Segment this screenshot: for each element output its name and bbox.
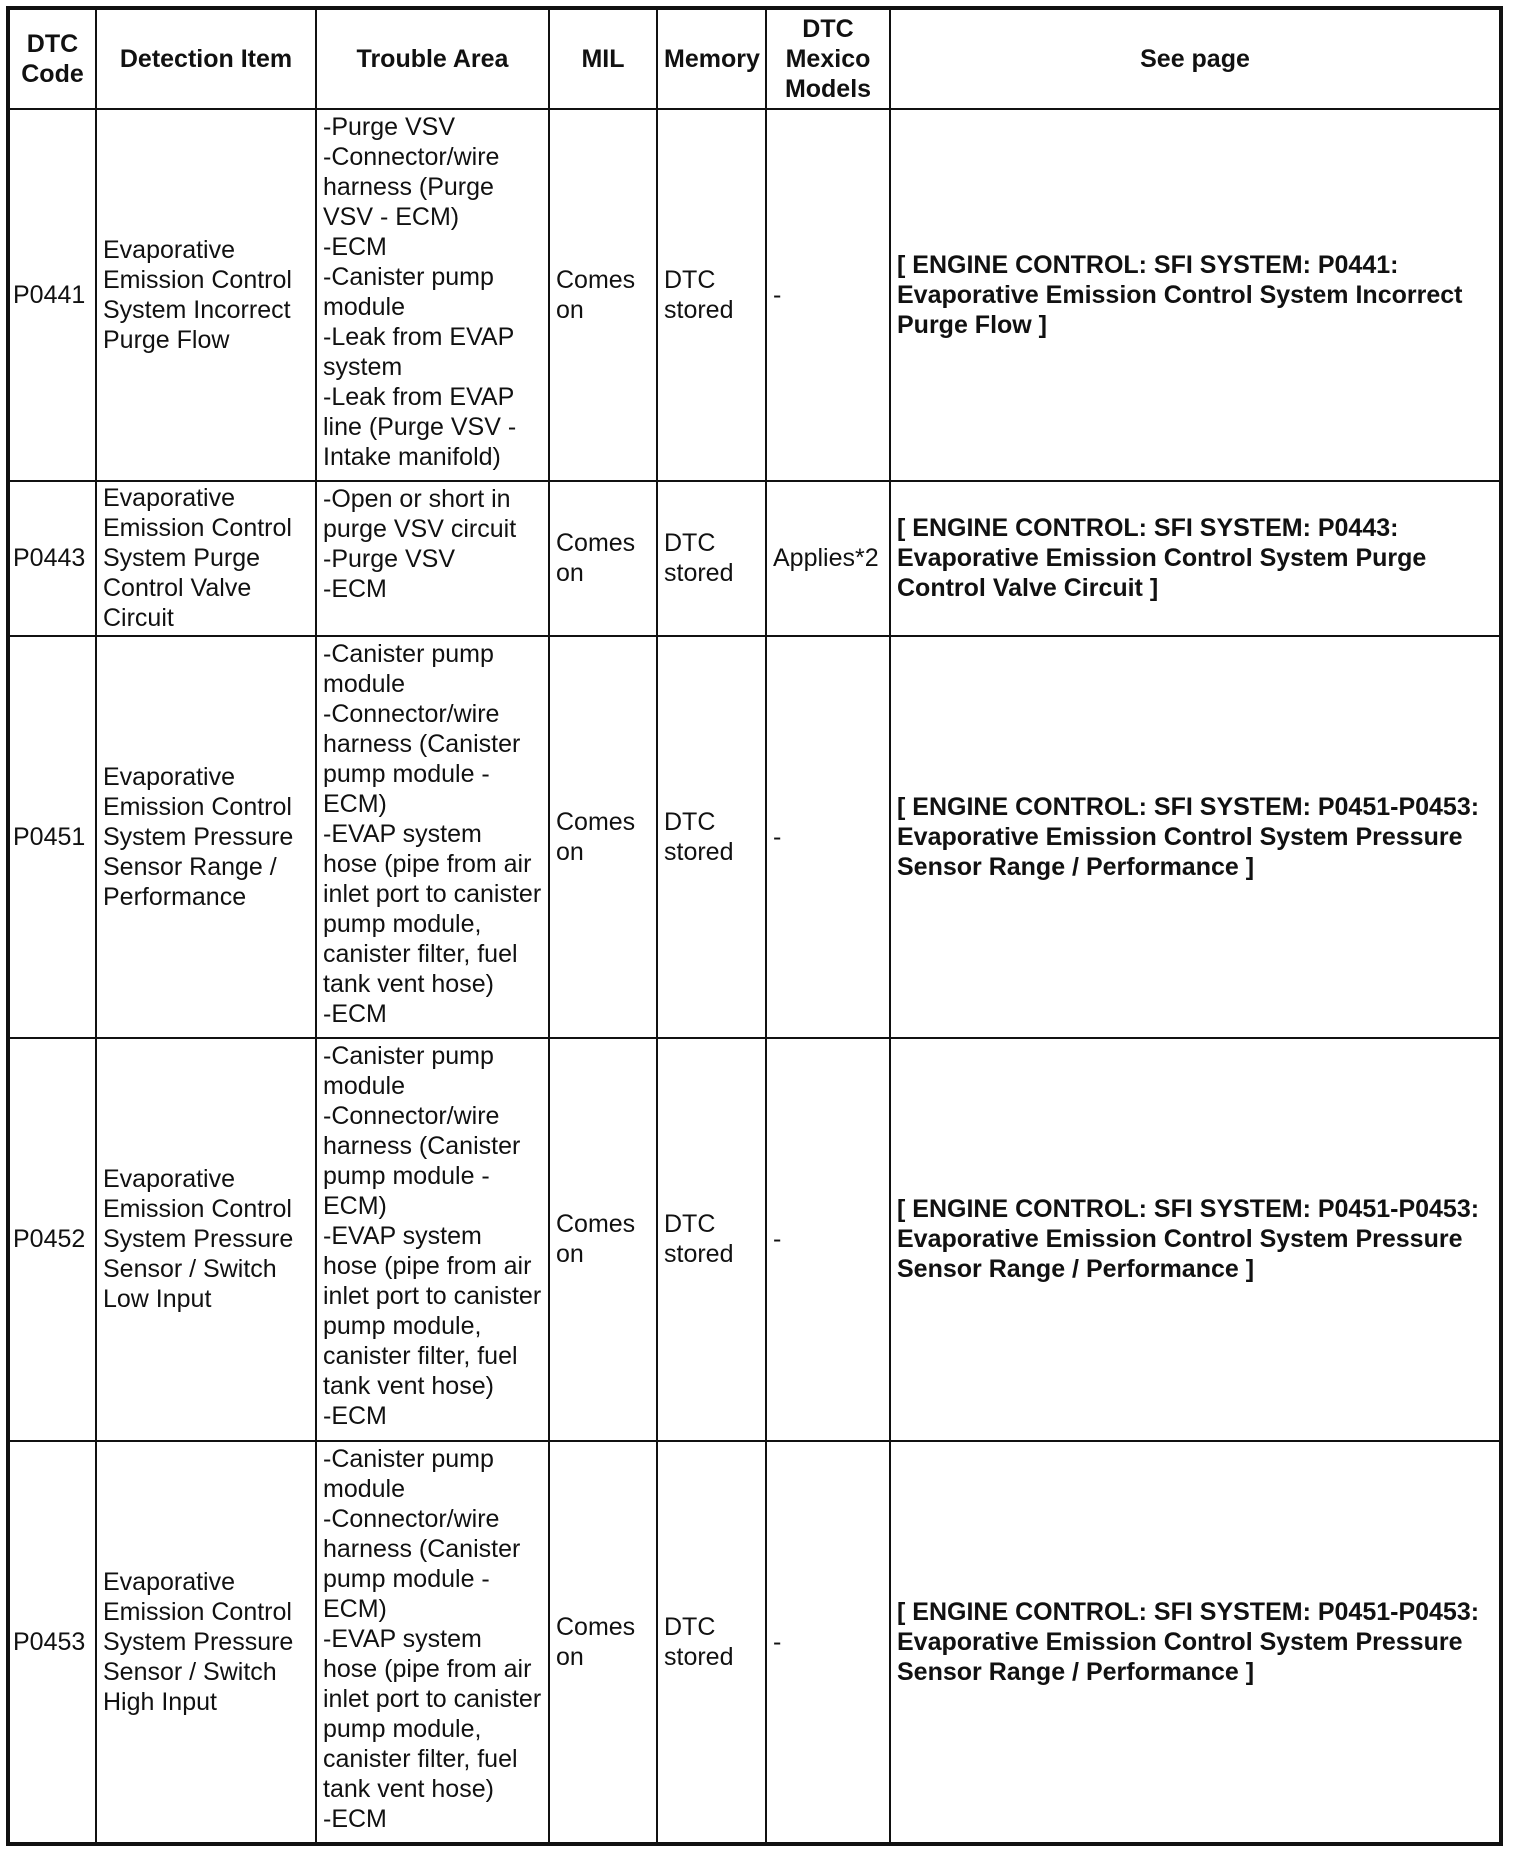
trouble-area-line: ECM): [323, 789, 387, 818]
mil-cell: [549, 1038, 657, 1440]
header-row: [8, 8, 1501, 109]
detection-item-cell: [96, 109, 316, 481]
table-body: [8, 109, 1501, 1844]
trouble-area-cell: [316, 636, 549, 1038]
detection-item-line: Circuit: [103, 604, 174, 633]
trouble-area-line: pump module -: [323, 1162, 490, 1191]
trouble-area-line: module: [323, 1474, 405, 1503]
header-detection-item: Detection Item: [96, 8, 316, 109]
trouble-area-line: system: [323, 353, 403, 381]
trouble-area-line: inlet port to canister: [323, 1684, 542, 1713]
trouble-area-cell: [316, 1441, 549, 1844]
detection-item-line: Emission Control: [103, 793, 292, 822]
see-page-line: Evaporative Emission Control System Incorrect: [897, 280, 1463, 309]
detection-item-line: Purge Flow: [103, 325, 230, 354]
mil-line: on: [556, 295, 584, 324]
mil-cell: [549, 636, 657, 1038]
detection-item-cell: [96, 481, 316, 636]
memory-line: stored: [664, 295, 734, 324]
mil-line: Comes: [556, 265, 636, 294]
memory-line: DTC: [664, 1612, 716, 1641]
memory-line: DTC: [664, 1210, 716, 1239]
mil-cell: [549, 1441, 657, 1844]
header-see-page: See page: [890, 8, 1501, 109]
trouble-area-cell: [316, 481, 549, 636]
header-dtc-mexico-models: [766, 8, 890, 109]
trouble-area-line: module: [323, 669, 405, 698]
see-page-line: [ ENGINE CONTROL: SFI SYSTEM: P0443:: [897, 514, 1399, 543]
header-mil: MIL: [549, 8, 657, 109]
dtc-code-cell: P0441: [8, 109, 96, 481]
trouble-area-line: -ECM: [323, 999, 387, 1028]
detection-item-line: Emission Control: [103, 1195, 292, 1224]
table-row: [8, 481, 1501, 636]
mil-line: on: [556, 1240, 584, 1269]
trouble-area-line: -Leak from EVAP: [323, 323, 515, 351]
detection-item-line: Evaporative: [103, 1567, 236, 1596]
dtc-code-cell: P0453: [8, 1441, 96, 1844]
see-page-line: Control Valve Circuit ]: [897, 574, 1159, 603]
trouble-area-line: -Canister pump: [323, 639, 494, 668]
table-row: [8, 1038, 1501, 1440]
trouble-area-line: -Purge VSV: [323, 544, 456, 573]
mil-cell: [549, 109, 657, 481]
trouble-area-line: -Connector/wire: [323, 143, 500, 171]
trouble-area-line: hose (pipe from air: [323, 1654, 532, 1683]
trouble-area-line: -ECM: [323, 233, 387, 261]
trouble-area-line: -ECM: [323, 574, 387, 603]
header-line: Mexico: [785, 45, 871, 73]
table-row: [8, 109, 1501, 481]
mexico-models-cell: -: [766, 1441, 890, 1844]
detection-item-line: Sensor / Switch: [103, 1255, 277, 1284]
see-page-line: Evaporative Emission Control System Pressure: [897, 823, 1463, 852]
see-page-link: [890, 1038, 1501, 1440]
trouble-area-line: tank vent hose): [323, 1372, 494, 1401]
mil-line: on: [556, 559, 584, 588]
detection-item-line: Emission Control: [103, 514, 292, 543]
see-page-line: Evaporative Emission Control System Pressure: [897, 1627, 1463, 1656]
detection-item-line: Performance: [103, 883, 247, 912]
trouble-area-line: pump module,: [323, 1714, 482, 1743]
trouble-area-line: module: [323, 293, 405, 321]
see-page-line: [ ENGINE CONTROL: SFI SYSTEM: P0441:: [897, 250, 1399, 279]
trouble-area-line: -EVAP system: [323, 1222, 482, 1251]
trouble-area-line: inlet port to canister: [323, 879, 542, 908]
trouble-area-line: VSV - ECM): [323, 203, 460, 231]
see-page-line: Sensor Range / Performance ]: [897, 1657, 1255, 1686]
trouble-area-line: ECM): [323, 1192, 387, 1221]
table-row: [8, 636, 1501, 1038]
see-page-line: [ ENGINE CONTROL: SFI SYSTEM: P0451-P0453:: [897, 1195, 1480, 1224]
see-page-link: [890, 1441, 1501, 1844]
dtc-table: [6, 6, 1503, 1846]
trouble-area-line: pump module,: [323, 1312, 482, 1341]
detection-item-cell: [96, 1038, 316, 1440]
see-page-line: Evaporative Emission Control System Purge: [897, 544, 1427, 573]
detection-item-line: High Input: [103, 1687, 217, 1716]
detection-item-line: System Pressure: [103, 1225, 294, 1254]
trouble-area-line: Intake manifold): [323, 443, 501, 471]
mexico-models-cell: -: [766, 109, 890, 481]
detection-item-line: System Incorrect: [103, 295, 291, 324]
trouble-area-line: module: [323, 1072, 405, 1101]
detection-item-cell: [96, 636, 316, 1038]
trouble-area-line: line (Purge VSV -: [323, 413, 517, 441]
mil-line: Comes: [556, 1210, 636, 1239]
dtc-code-cell: P0452: [8, 1038, 96, 1440]
trouble-area-line: -EVAP system: [323, 819, 482, 848]
see-page-line: Evaporative Emission Control System Pressure: [897, 1225, 1463, 1254]
memory-cell: [657, 1038, 766, 1440]
trouble-area-line: harness (Purge: [323, 173, 494, 201]
memory-line: stored: [664, 1642, 734, 1671]
memory-line: stored: [664, 1240, 734, 1269]
dtc-code-cell: P0451: [8, 636, 96, 1038]
memory-cell: [657, 109, 766, 481]
trouble-area-line: -ECM: [323, 1804, 387, 1833]
trouble-area-line: -ECM: [323, 1402, 387, 1431]
trouble-area-line: -Open or short in: [323, 484, 511, 513]
memory-line: DTC: [664, 529, 716, 558]
table-row: [8, 1441, 1501, 1844]
detection-item-line: Emission Control: [103, 265, 292, 294]
trouble-area-line: tank vent hose): [323, 1774, 494, 1803]
see-page-link: [890, 109, 1501, 481]
detection-item-line: System Pressure: [103, 823, 294, 852]
trouble-area-line: -Leak from EVAP: [323, 383, 515, 411]
trouble-area-line: ECM): [323, 1594, 387, 1623]
header-memory: Memory: [657, 8, 766, 109]
see-page-line: Sensor Range / Performance ]: [897, 1255, 1255, 1284]
see-page-line: [ ENGINE CONTROL: SFI SYSTEM: P0451-P0453:: [897, 1597, 1480, 1626]
mil-line: Comes: [556, 808, 636, 837]
detection-item-line: Evaporative: [103, 1165, 236, 1194]
trouble-area-line: harness (Canister: [323, 1132, 521, 1161]
see-page-line: Sensor Range / Performance ]: [897, 853, 1255, 882]
trouble-area-cell: [316, 1038, 549, 1440]
trouble-area-line: hose (pipe from air: [323, 849, 532, 878]
header-line: Code: [21, 60, 84, 88]
table-header: [8, 8, 1501, 109]
memory-line: DTC: [664, 808, 716, 837]
trouble-area-line: tank vent hose): [323, 969, 494, 998]
memory-cell: [657, 636, 766, 1038]
trouble-area-line: -Connector/wire: [323, 1102, 500, 1131]
mexico-models-cell: -: [766, 636, 890, 1038]
memory-line: DTC: [664, 265, 716, 294]
header-line: DTC: [802, 15, 854, 43]
header-line: Models: [784, 75, 872, 103]
trouble-area-line: harness (Canister: [323, 1534, 521, 1563]
detection-item-line: Low Input: [103, 1285, 212, 1314]
trouble-area-line: canister filter, fuel: [323, 1744, 518, 1773]
dtc-code-cell: P0443: [8, 481, 96, 636]
memory-cell: [657, 1441, 766, 1844]
header-line: DTC: [26, 30, 79, 58]
mexico-models-cell: -: [766, 1038, 890, 1440]
header-dtc-code: [8, 8, 96, 109]
trouble-area-line: purge VSV circuit: [323, 514, 517, 543]
memory-line: stored: [664, 559, 734, 588]
mil-line: Comes: [556, 529, 636, 558]
detection-item-line: Evaporative: [103, 484, 236, 513]
trouble-area-line: pump module -: [323, 759, 490, 788]
mil-line: Comes: [556, 1612, 636, 1641]
see-page-line: [ ENGINE CONTROL: SFI SYSTEM: P0451-P0453:: [897, 793, 1480, 822]
trouble-area-line: -Canister pump: [323, 263, 494, 291]
memory-cell: [657, 481, 766, 636]
detection-item-line: Emission Control: [103, 1597, 292, 1626]
detection-item-line: System Purge: [103, 544, 261, 573]
mexico-models-cell: Applies*2: [766, 481, 890, 636]
detection-item-line: Evaporative: [103, 763, 236, 792]
trouble-area-line: -Canister pump: [323, 1042, 494, 1071]
see-page-link: [890, 481, 1501, 636]
trouble-area-line: pump module -: [323, 1564, 490, 1593]
detection-item-line: Sensor Range /: [103, 853, 277, 882]
mil-line: on: [556, 838, 584, 867]
trouble-area-cell: [316, 109, 549, 481]
see-page-link: [890, 636, 1501, 1038]
trouble-area-line: inlet port to canister: [323, 1282, 542, 1311]
trouble-area-line: canister filter, fuel: [323, 1342, 518, 1371]
detection-item-line: Sensor / Switch: [103, 1657, 277, 1686]
detection-item-line: Control Valve: [103, 574, 252, 603]
trouble-area-line: -EVAP system: [323, 1624, 482, 1653]
trouble-area-line: pump module,: [323, 909, 482, 938]
detection-item-cell: [96, 1441, 316, 1844]
trouble-area-line: -Connector/wire: [323, 1504, 500, 1533]
detection-item-line: Evaporative: [103, 235, 236, 264]
trouble-area-line: hose (pipe from air: [323, 1252, 532, 1281]
memory-line: stored: [664, 838, 734, 867]
mil-cell: [549, 481, 657, 636]
trouble-area-line: -Purge VSV: [323, 113, 456, 141]
detection-item-line: System Pressure: [103, 1627, 294, 1656]
trouble-area-line: harness (Canister: [323, 729, 521, 758]
trouble-area-line: -Connector/wire: [323, 699, 500, 728]
trouble-area-line: canister filter, fuel: [323, 939, 518, 968]
trouble-area-line: -Canister pump: [323, 1444, 494, 1473]
see-page-line: Purge Flow ]: [897, 310, 1047, 339]
mil-line: on: [556, 1642, 584, 1671]
header-trouble-area: Trouble Area: [316, 8, 549, 109]
